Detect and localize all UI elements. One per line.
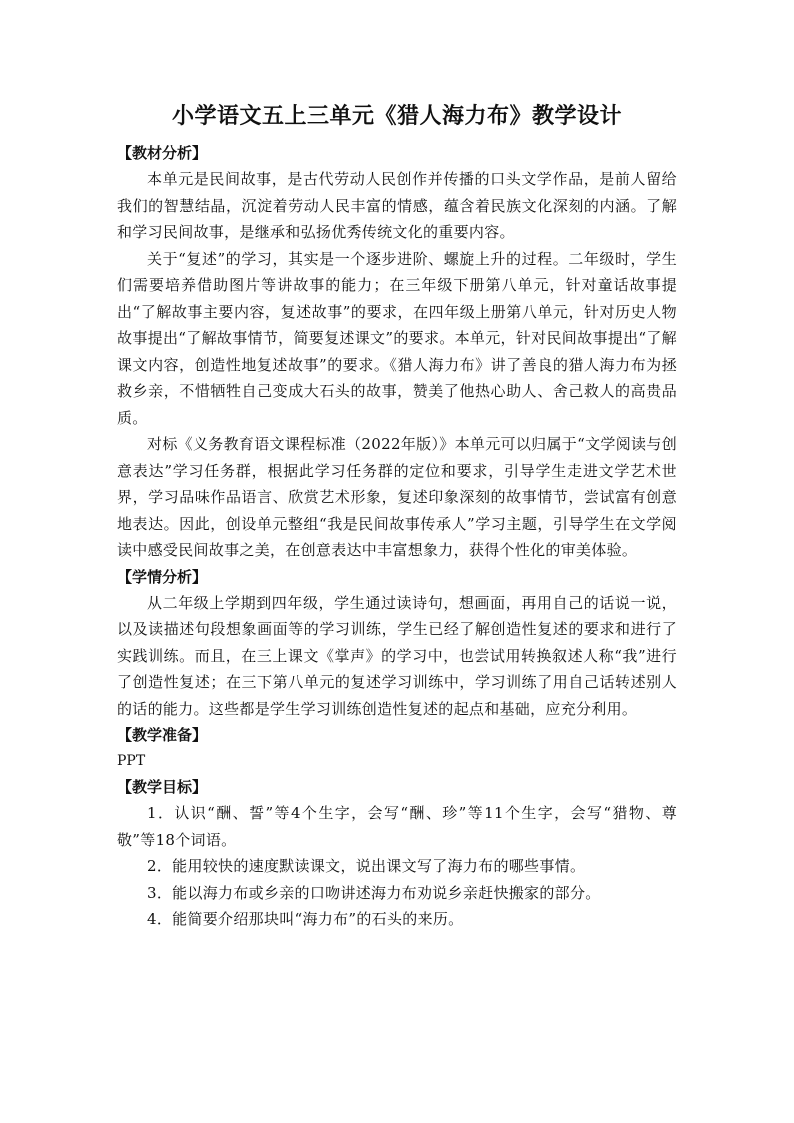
document-body xyxy=(117,98,677,933)
section-heading-learner: 【学情分析】 xyxy=(117,567,208,586)
paragraph: 本单元是民间故事，是古代劳动人民创作并传播的口头文学作品，是前人留给我们的智慧结晶，沉淀着劳动人民丰富的情感，蕴含着民族文化深刻的内涵。了解和学习民间故事，是继承和弘扬优秀传统文化的重要内容。 xyxy=(117,170,677,241)
section-heading-goals: 【教学目标】 xyxy=(117,778,208,796)
goal-item: 4．能简要介绍那块叫“海力布”的石头的来历。 xyxy=(147,910,464,928)
paragraph: 关于“复述”的学习，其实是一个逐步进阶、螺旋上升的过程。二年级时，学生们需要培养借助图片等讲故事的能力；在三年级下册第八单元，针对童话故事提出“了解故事主要内容，复述故事”的要求，在四年级上册第八单元，针对历史人物故事提出“了解故事情节，简要复述课文”的要求。本单元，针对民间故事提出“了解课文内容，创造性地复述故事”的要求。《猎人海力布》讲了善良的猎人海力布为拯救乡亲，不惜牺牲自己变成大石头的故事，赞美了他热心助人、舍己救人的高贵品质。 xyxy=(117,249,677,427)
page-title: 小学语文五上三单元《猎人海力布》教学设计 xyxy=(171,103,622,129)
section-heading-prep: 【教学准备】 xyxy=(117,726,208,744)
goal-item: 2．能用较快的速度默读课文，说出课文写了海力布的哪些事情。 xyxy=(147,857,586,875)
section-heading-material: 【教材分析】 xyxy=(117,144,208,162)
goal-item: 1．认识“酬、誓”等4个生字，会写“酬、珍”等11个生字，会写“猎物、尊敬”等18个词语。 xyxy=(117,804,677,849)
prep-text: PPT xyxy=(117,753,146,769)
paragraph: 从二年级上学期到四年级，学生通过读诗句，想画面，再用自己的话说一说，以及读描述句段想象画面等的学习训练，学生已经了解创造性复述的要求和进行了实践训练。而且，在三上课文《掌声》的学习中，也尝试用转换叙述人称“我”进行了创造性复述；在三下第八单元的复述学习训练中，学习训练了用自己话转述别人的话的能力。这些都是学生学习训练创造性复述的起点和基础，应充分利用。 xyxy=(117,593,677,718)
paragraph: 对标《义务教育语文课程标准（2022年版）》本单元可以归属于“文学阅读与创意表达”学习任务群，根据此学习任务群的定位和要求，引导学生走进文学艺术世界，学习品味作品语言、欣赏艺术形象，复述印象深刻的故事情节，尝试富有创意地表达。因此，创设单元整组“我是民间故事传承人”学习主题，引导学生在文学阅读中感受民间故事之美，在创意表达中丰富想象力，获得个性化的审美体验。 xyxy=(117,435,677,559)
goal-item: 3．能以海力布或乡亲的口吻讲述海力布劝说乡亲赶快搬家的部分。 xyxy=(147,883,601,902)
